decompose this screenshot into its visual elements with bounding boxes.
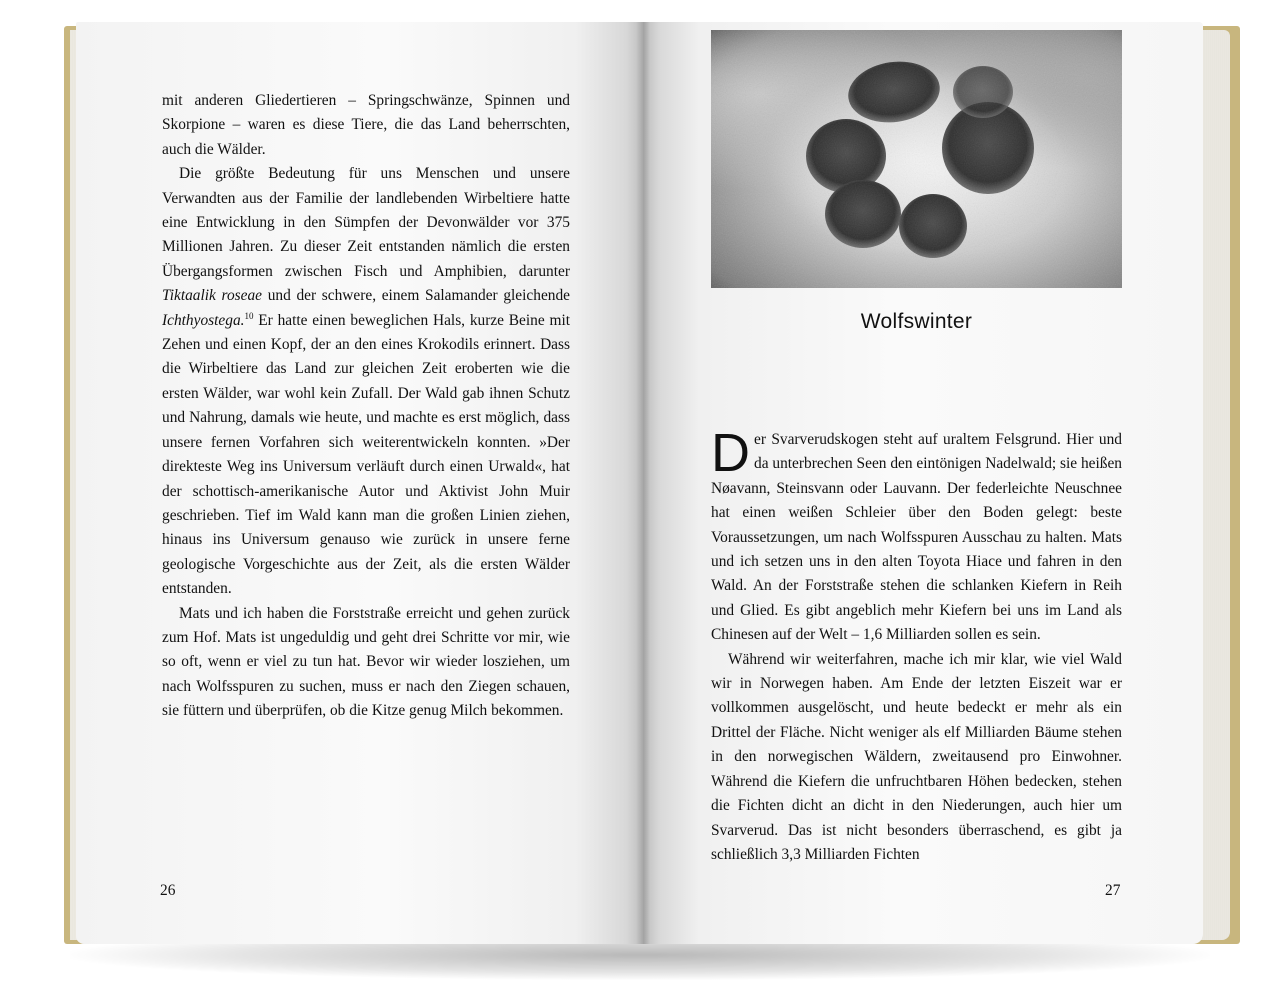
drop-cap: D — [711, 423, 750, 483]
paragraph: Während wir weiterfahren, mache ich mir klar, wie viel Wald wir in Norwegen haben. Am Ende der letzten Eiszeit war er vollkommen ausgelöscht, und heute bedeckt er mehr als ein Drittel der Fläche. Nicht weniger als elf Milliarden Bäume stehen in den norwegischen Wäldern, zweitausend pro Einwohner. Während die Kiefern die unfruchtbaren Höhen bedecken, stehen die Fichten dicht an dicht in den Niederungen, auch hier um Svarverud. Das ist nicht besonders überraschend, es gibt ja schließlich 3,3 Milliarden Fichten — [711, 650, 1122, 863]
paw-print-photo — [711, 30, 1122, 288]
species-name-italic: Tiktaalik roseae — [162, 287, 263, 305]
paragraph-text: Die größte Bedeutung für uns Menschen und unsere Verwandten aus der Familie der landlebenden Wirbeltiere hatte eine Entwicklung in den Sümpfen der Devonwälder vor 375 Millionen Jahren. Zu dieser Zeit entstanden nämlich die ersten Übergangsformen zwischen Fisch und Amphibien, darunter — [162, 165, 570, 280]
paragraph-text: Er hatte einen beweglichen Hals, kurze Beine mit Zehen und einen Kopf, der an den eines Krokodils erinnert. Dass die Wirbeltiere das Land zur gleichen Zeit eroberten wie die ersten Wälder, war wohl kein Zufall. Der Wald gab ihnen Schutz und Nahrung, damals wie heute, und machte es erst möglich, dass unsere fernen Vorfahren sich weiterentwickeln konnten. »Der direkteste Weg ins Universum verläuft durch einen Urwald«, hat der schottisch-amerikanische Autor und Aktivist John Muir geschrieben. Tief im Wald kann man die großen Linien ziehen, hinaus ins Universum genauso wie zurück in unsere ferne geologische Vorgeschichte aus der Zeit, als die ersten Wälder entstanden. — [162, 311, 570, 598]
paragraph-text: er Svarverudskogen steht auf uraltem Felsgrund. Hier und da unterbrechen Seen den eintönigen Nadelwald; sie heißen Nøavann, Steinsvann oder Lauvann. Der federleichte Neuschnee hat einen weißen Schleier über den Boden gelegt: beste Voraussetzungen, um nach Wolfsspuren Ausschau zu halten. Mats und ich setzen uns in den alten Toyota Hiace und fahren in den Wald. An der Forststraße stehen die schlanken Kiefern in Reih und Glied. Es gibt angeblich mehr Kiefern bei uns im Land als Chinesen auf der Welt – 1,6 Milliarden sollen es sein. — [711, 431, 1122, 644]
left-page-text — [162, 89, 570, 724]
paragraph-text: und der schwere, einem Salamander gleichende — [262, 287, 570, 305]
paragraph: Mats und ich haben die Forststraße erreicht und gehen zurück zum Hof. Mats ist ungeduldig und geht drei Schritte vor mir, wie so oft, wenn er viel zu tun hat. Bevor wir wieder losziehen, um nach Wolfsspuren zu suchen, muss er nach den Ziegen schauen, sie füttern und überprüfen, ob die Kitze genug Milch bekommen. — [162, 604, 570, 720]
page-number-left: 26 — [160, 882, 176, 899]
book-gutter — [636, 22, 650, 944]
footnote-marker: 10 — [244, 310, 254, 321]
chapter-title: Wolfswinter — [860, 310, 973, 333]
right-page-text — [711, 423, 1122, 867]
paragraph — [162, 162, 570, 601]
page-number-right: 27 — [1105, 882, 1121, 899]
paragraph: mit anderen Gliedertieren – Springschwänze, Spinnen und Skorpione – waren es diese Tiere, die das Land beherrschten, auch die Wälder. — [162, 92, 570, 158]
paw-print-illustration — [711, 30, 1122, 288]
species-name-italic: Ichthyostega. — [162, 311, 245, 329]
paragraph — [711, 423, 1122, 648]
